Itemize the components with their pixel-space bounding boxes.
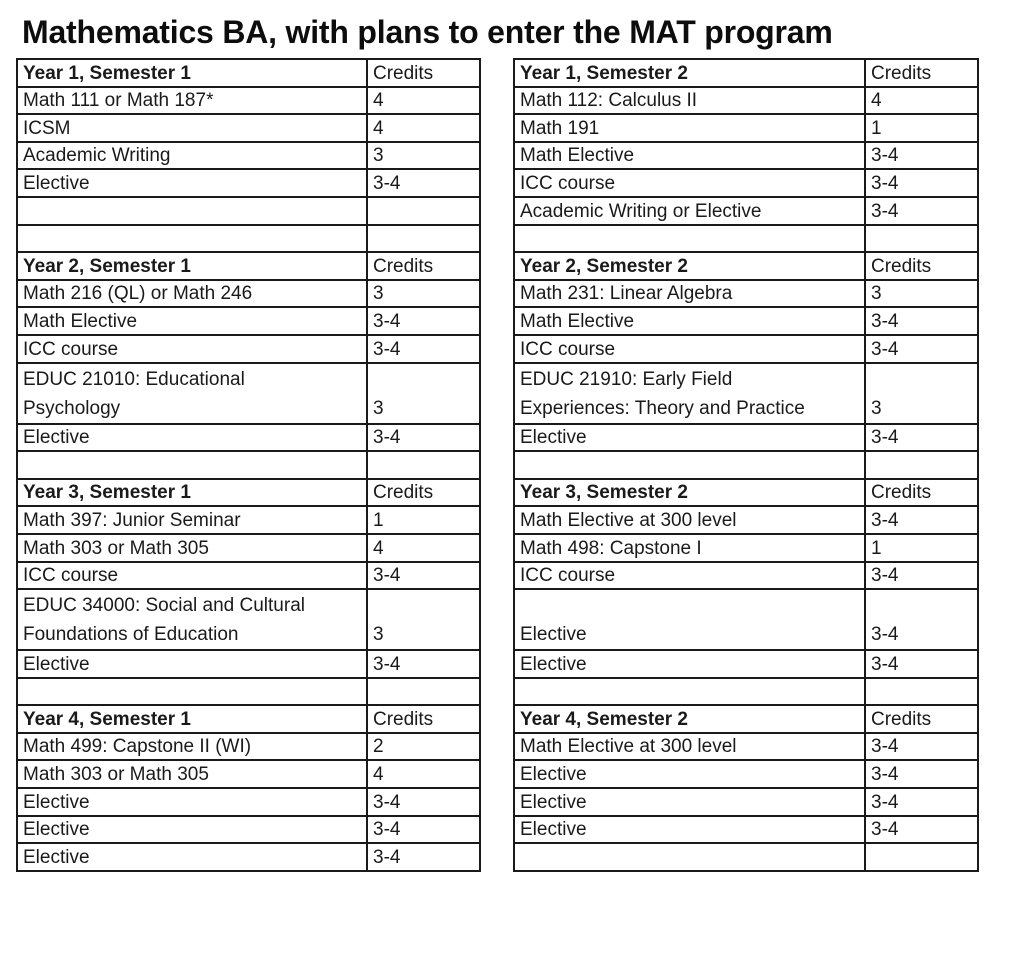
course-name: Elective	[514, 650, 865, 678]
semester-title: Year 1, Semester 1	[17, 59, 367, 87]
course-name: Elective	[17, 788, 367, 816]
course-name: ICC course	[514, 169, 865, 197]
semester-title: Year 2, Semester 2	[514, 252, 865, 280]
semester-title: Year 2, Semester 1	[17, 252, 367, 280]
course-name-line: EDUC 34000: Social and Cultural	[23, 595, 305, 617]
course-row	[17, 562, 480, 590]
course-credits: 1	[865, 534, 978, 562]
course-name	[514, 589, 865, 650]
course-name: Math 397: Junior Seminar	[17, 506, 367, 534]
course-row	[514, 589, 978, 650]
credits-column-header: Credits	[367, 479, 480, 507]
credits-column-header: Credits	[367, 705, 480, 733]
course-name: Elective	[514, 816, 865, 844]
course-name: Elective	[17, 169, 367, 197]
course-row	[514, 816, 978, 844]
course-row	[514, 451, 978, 479]
course-credits: 3-4	[865, 760, 978, 788]
course-name-line: Psychology	[23, 397, 121, 419]
course-credits: 3-4	[865, 197, 978, 225]
course-credits: 3	[865, 280, 978, 308]
course-name-line	[520, 591, 864, 620]
semester-title: Year 4, Semester 2	[514, 705, 865, 733]
course-row	[17, 335, 480, 363]
course-row	[514, 142, 978, 170]
course-name	[17, 225, 367, 253]
course-credits: 3-4	[367, 650, 480, 678]
course-row	[514, 650, 978, 678]
course-name-line: Elective	[520, 624, 587, 646]
course-credits: 4	[367, 87, 480, 115]
semester-header-row	[514, 705, 978, 733]
course-credits: 3-4	[865, 307, 978, 335]
course-row	[17, 678, 480, 706]
course-credits	[367, 197, 480, 225]
credits-column-header: Credits	[865, 59, 978, 87]
course-name: Math 498: Capstone I	[514, 534, 865, 562]
page-title: Mathematics BA, with plans to enter the MAT program	[22, 14, 833, 50]
course-name: Elective	[17, 650, 367, 678]
course-name: Math Elective at 300 level	[514, 506, 865, 534]
course-row	[17, 225, 480, 253]
course-row	[514, 169, 978, 197]
course-credits: 3	[367, 280, 480, 308]
course-row	[514, 307, 978, 335]
course-name	[17, 197, 367, 225]
course-name: ICC course	[514, 562, 865, 590]
course-credits: 3-4	[865, 733, 978, 761]
course-row	[17, 650, 480, 678]
course-credits: 3-4	[367, 424, 480, 452]
course-name: Math Elective	[514, 307, 865, 335]
course-row	[17, 363, 480, 424]
course-credits: 3-4	[865, 816, 978, 844]
course-row	[514, 280, 978, 308]
course-name: Elective	[17, 843, 367, 871]
course-credits: 2	[367, 733, 480, 761]
course-credits: 3-4	[367, 843, 480, 871]
course-name	[17, 589, 367, 650]
course-row	[514, 760, 978, 788]
course-name: ICSM	[17, 114, 367, 142]
course-row	[17, 534, 480, 562]
course-name: Academic Writing or Elective	[514, 197, 865, 225]
course-credits	[865, 678, 978, 706]
course-credits: 1	[367, 506, 480, 534]
course-credits: 3-4	[367, 788, 480, 816]
course-row	[17, 816, 480, 844]
course-name-line: EDUC 21010: Educational	[23, 368, 245, 390]
course-name: ICC course	[17, 562, 367, 590]
course-name: Math 112: Calculus II	[514, 87, 865, 115]
credits-column-header: Credits	[367, 252, 480, 280]
course-credits: 1	[865, 114, 978, 142]
credits-column-header: Credits	[367, 59, 480, 87]
course-credits: 4	[367, 534, 480, 562]
semester-header-row	[17, 252, 480, 280]
course-name	[514, 451, 865, 479]
course-credits: 3-4	[865, 589, 978, 650]
course-name: Math Elective	[514, 142, 865, 170]
course-row	[17, 589, 480, 650]
semester-title: Year 1, Semester 2	[514, 59, 865, 87]
course-row	[17, 197, 480, 225]
course-row	[17, 169, 480, 197]
course-credits: 3-4	[865, 562, 978, 590]
course-credits	[865, 225, 978, 253]
course-name: Math Elective	[17, 307, 367, 335]
course-name: Elective	[514, 760, 865, 788]
course-row	[514, 363, 978, 424]
course-name: Math 111 or Math 187*	[17, 87, 367, 115]
course-credits: 3	[367, 363, 480, 424]
course-credits: 3	[367, 142, 480, 170]
course-row	[514, 562, 978, 590]
course-row	[17, 843, 480, 871]
semester-header-row	[514, 59, 978, 87]
course-credits	[865, 843, 978, 871]
course-credits: 3-4	[367, 307, 480, 335]
course-row	[514, 506, 978, 534]
course-name	[17, 363, 367, 424]
course-credits: 3	[367, 589, 480, 650]
course-row	[17, 307, 480, 335]
semester-header-row	[17, 705, 480, 733]
course-name: Elective	[514, 424, 865, 452]
course-credits: 4	[865, 87, 978, 115]
semester-title: Year 3, Semester 1	[17, 479, 367, 507]
course-row	[17, 733, 480, 761]
course-name: Math 191	[514, 114, 865, 142]
course-name	[514, 363, 865, 424]
course-name	[514, 678, 865, 706]
credits-column-header: Credits	[865, 252, 978, 280]
course-credits: 3-4	[865, 169, 978, 197]
course-name-line: Foundations of Education	[23, 624, 239, 646]
course-row	[17, 506, 480, 534]
course-row	[514, 424, 978, 452]
course-row	[514, 197, 978, 225]
semester-header-row	[17, 59, 480, 87]
course-credits	[367, 225, 480, 253]
course-credits: 3-4	[865, 335, 978, 363]
semester-header-row	[514, 252, 978, 280]
course-credits: 3-4	[367, 169, 480, 197]
course-credits: 4	[367, 114, 480, 142]
course-credits: 3-4	[367, 335, 480, 363]
course-credits: 3-4	[865, 506, 978, 534]
semester-title: Year 4, Semester 1	[17, 705, 367, 733]
course-credits: 3	[865, 363, 978, 424]
course-name: Math 231: Linear Algebra	[514, 280, 865, 308]
course-row	[17, 142, 480, 170]
course-row	[514, 335, 978, 363]
course-credits: 4	[367, 760, 480, 788]
course-name: Math 303 or Math 305	[17, 760, 367, 788]
course-row	[17, 280, 480, 308]
semester-plan-table-left	[16, 58, 481, 872]
course-row	[514, 733, 978, 761]
course-credits	[865, 451, 978, 479]
course-row	[17, 451, 480, 479]
course-name: Academic Writing	[17, 142, 367, 170]
course-name: Elective	[17, 424, 367, 452]
semester-plan-table-right	[513, 58, 979, 872]
course-credits: 3-4	[367, 816, 480, 844]
course-name: Math 303 or Math 305	[17, 534, 367, 562]
semester-title: Year 3, Semester 2	[514, 479, 865, 507]
course-name	[17, 451, 367, 479]
course-row	[17, 87, 480, 115]
course-credits: 3-4	[367, 562, 480, 590]
course-name: Math Elective at 300 level	[514, 733, 865, 761]
course-row	[514, 788, 978, 816]
course-name: Math 216 (QL) or Math 246	[17, 280, 367, 308]
course-row	[514, 225, 978, 253]
course-name: Math 499: Capstone II (WI)	[17, 733, 367, 761]
course-row	[514, 534, 978, 562]
course-credits: 3-4	[865, 650, 978, 678]
course-row	[17, 788, 480, 816]
credits-column-header: Credits	[865, 705, 978, 733]
course-row	[17, 424, 480, 452]
course-name	[514, 843, 865, 871]
course-name: ICC course	[514, 335, 865, 363]
course-row	[514, 678, 978, 706]
course-name: Elective	[17, 816, 367, 844]
course-row	[514, 114, 978, 142]
course-name-line: EDUC 21910: Early Field	[520, 368, 733, 390]
semester-header-row	[514, 479, 978, 507]
course-name: ICC course	[17, 335, 367, 363]
credits-column-header: Credits	[865, 479, 978, 507]
course-row	[514, 87, 978, 115]
course-credits	[367, 678, 480, 706]
course-credits: 3-4	[865, 788, 978, 816]
course-row	[17, 760, 480, 788]
course-credits	[367, 451, 480, 479]
course-credits: 3-4	[865, 424, 978, 452]
course-row	[17, 114, 480, 142]
semester-header-row	[17, 479, 480, 507]
course-name	[17, 678, 367, 706]
course-name-line: Experiences: Theory and Practice	[520, 397, 805, 419]
course-credits: 3-4	[865, 142, 978, 170]
course-name	[514, 225, 865, 253]
course-name: Elective	[514, 788, 865, 816]
course-row	[514, 843, 978, 871]
